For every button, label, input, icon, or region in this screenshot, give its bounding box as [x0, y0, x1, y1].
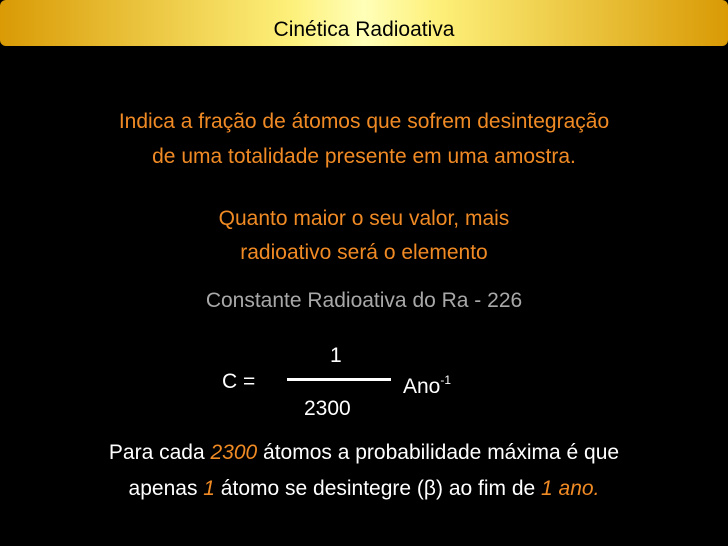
formula-unit-text: Ano [403, 375, 441, 398]
formula-denominator: 2300 [304, 397, 351, 420]
conclusion-part3: apenas [128, 477, 204, 500]
conclusion-part4: átomo se desintegre (β) ao fim de [214, 477, 542, 500]
formula-lhs: C = [222, 370, 256, 393]
formula-unit-exponent: -1 [440, 373, 452, 387]
note-line-1: Quanto maior o seu valor, mais [218, 207, 510, 230]
conclusion-line-1 [0, 440, 728, 466]
conclusion-one: 1 [203, 477, 215, 500]
formula-numerator: 1 [330, 344, 342, 367]
conclusion-period: 1 ano. [541, 477, 600, 500]
definition-line-2: de uma totalidade presente em uma amostra. [152, 145, 576, 168]
example-heading: Constante Radioativa do Ra - 226 [205, 289, 523, 312]
slide-title: Cinética Radioativa [273, 18, 455, 41]
formula-unit [403, 367, 451, 400]
note-line-2: radioativo será o elemento [240, 241, 488, 264]
conclusion-part2: átomos a probabilidade máxima é que [257, 441, 620, 464]
definition-line-1: Indica a fração de átomos que sofrem desintegração [118, 110, 610, 133]
slide-subtitle: Constante Radioativa [263, 59, 465, 82]
conclusion-part1: Para cada [108, 441, 211, 464]
fraction-bar [287, 378, 391, 381]
conclusion-count: 2300 [210, 441, 258, 464]
conclusion-line-2 [0, 476, 728, 502]
